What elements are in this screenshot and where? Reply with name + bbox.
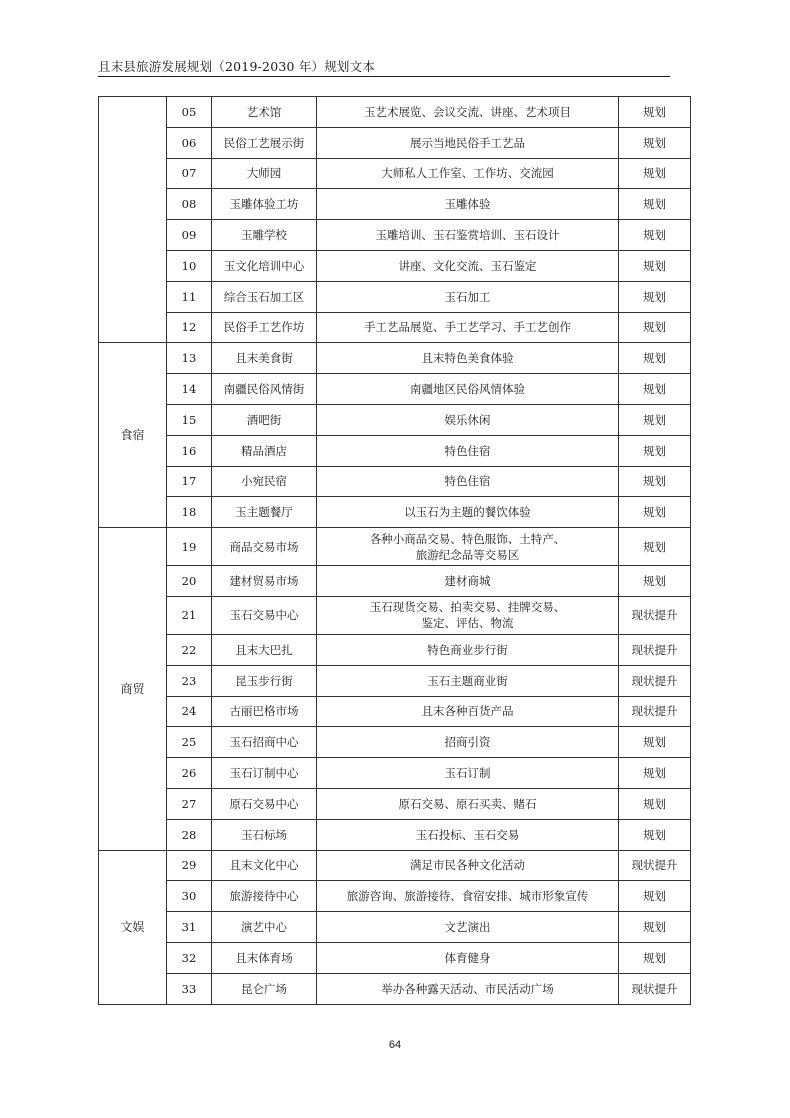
status-cell: 规划: [619, 435, 691, 466]
table-row: [99, 189, 691, 220]
item-number-cell: 22: [167, 634, 212, 665]
description-line: 大师私人工作室、工作坊、交流园: [381, 166, 554, 181]
item-number-cell: 29: [167, 850, 212, 881]
project-name-cell: 精品酒店: [212, 435, 317, 466]
status-cell: 现状提升: [619, 665, 691, 696]
project-name-cell: 商品交易市场: [212, 528, 317, 566]
description-line: 特色住宿: [444, 474, 491, 489]
status-cell: 规划: [619, 466, 691, 497]
status-cell: 规划: [619, 566, 691, 597]
item-number-cell: 19: [167, 528, 212, 566]
status-cell: 规划: [619, 158, 691, 189]
item-number-cell: 06: [167, 127, 212, 158]
table-row: [99, 634, 691, 665]
project-name-cell: 小宛民宿: [212, 466, 317, 497]
description-cell: [317, 819, 619, 850]
description-cell: [317, 788, 619, 819]
description-line: 鉴定、评估、物流: [421, 616, 514, 631]
description-cell: [317, 596, 619, 634]
category-cell: 食宿: [99, 343, 167, 528]
description-cell: [317, 850, 619, 881]
table-row: [99, 127, 691, 158]
project-name-cell: 玉主题餐厅: [212, 497, 317, 528]
table-row: [99, 220, 691, 251]
description-cell: [317, 942, 619, 973]
table-row: [99, 696, 691, 727]
table-row: [99, 435, 691, 466]
status-cell: 现状提升: [619, 696, 691, 727]
description-line: 玉石订制: [444, 766, 491, 781]
table-row: [99, 881, 691, 912]
project-name-cell: 建材贸易市场: [212, 566, 317, 597]
status-cell: 规划: [619, 758, 691, 789]
description-line: 旅游纪念品等交易区: [415, 547, 520, 562]
project-name-cell: 原石交易中心: [212, 788, 317, 819]
description-line: 玉石现货交易、拍卖交易、挂牌交易、: [369, 600, 566, 615]
description-line: 特色住宿: [444, 443, 491, 458]
item-number-cell: 24: [167, 696, 212, 727]
status-cell: 规划: [619, 788, 691, 819]
table-row: [99, 912, 691, 943]
description-cell: [317, 566, 619, 597]
project-name-cell: 玉雕体验工坊: [212, 189, 317, 220]
item-number-cell: 15: [167, 404, 212, 435]
status-cell: 规划: [619, 281, 691, 312]
item-number-cell: 14: [167, 374, 212, 405]
description-line: 玉石加工: [444, 289, 491, 304]
description-line: 各种小商品交易、特色服饰、土特产、: [369, 531, 566, 546]
table-row: [99, 497, 691, 528]
table-row: [99, 788, 691, 819]
status-cell: 规划: [619, 404, 691, 435]
project-name-cell: 民俗工艺展示街: [212, 127, 317, 158]
table-row: [99, 942, 691, 973]
description-line: 玉石主题商业街: [427, 673, 508, 688]
project-name-cell: 古丽巴格市场: [212, 696, 317, 727]
status-cell: 规划: [619, 312, 691, 343]
description-cell: [317, 312, 619, 343]
item-number-cell: 17: [167, 466, 212, 497]
table-row: [99, 404, 691, 435]
table-row: [99, 819, 691, 850]
item-number-cell: 23: [167, 665, 212, 696]
project-name-cell: 玉雕学校: [212, 220, 317, 251]
description-cell: [317, 497, 619, 528]
item-number-cell: 13: [167, 343, 212, 374]
description-line: 玉石投标、玉石交易: [415, 827, 520, 842]
description-line: 招商引资: [444, 735, 491, 750]
item-number-cell: 08: [167, 189, 212, 220]
description-cell: [317, 528, 619, 566]
header-divider: [98, 76, 670, 77]
description-line: 满足市民各种文化活动: [410, 858, 525, 873]
description-cell: [317, 758, 619, 789]
table-row: [99, 758, 691, 789]
project-name-cell: 玉文化培训中心: [212, 250, 317, 281]
project-name-cell: 综合玉石加工区: [212, 281, 317, 312]
project-name-cell: 南疆民俗风情街: [212, 374, 317, 405]
project-name-cell: 且末体育场: [212, 942, 317, 973]
description-line: 文艺演出: [444, 920, 491, 935]
description-line: 且末特色美食体验: [421, 351, 514, 366]
description-cell: [317, 189, 619, 220]
project-name-cell: 昆仑广场: [212, 973, 317, 1004]
description-cell: [317, 220, 619, 251]
table-row: [99, 466, 691, 497]
table-row: [99, 312, 691, 343]
status-cell: 规划: [619, 497, 691, 528]
description-cell: [317, 696, 619, 727]
table-row: [99, 158, 691, 189]
status-cell: 规划: [619, 528, 691, 566]
item-number-cell: 32: [167, 942, 212, 973]
table-row: [99, 97, 691, 128]
status-cell: 规划: [619, 374, 691, 405]
description-line: 体育健身: [444, 950, 491, 965]
table-row: [99, 973, 691, 1004]
description-cell: [317, 435, 619, 466]
category-cell: 文娱: [99, 850, 167, 1004]
description-cell: [317, 281, 619, 312]
status-cell: 规划: [619, 881, 691, 912]
project-name-cell: 大师园: [212, 158, 317, 189]
status-cell: 规划: [619, 912, 691, 943]
table-row: [99, 850, 691, 881]
status-cell: 规划: [619, 727, 691, 758]
project-name-cell: 且末美食街: [212, 343, 317, 374]
status-cell: 规划: [619, 819, 691, 850]
item-number-cell: 20: [167, 566, 212, 597]
description-cell: [317, 973, 619, 1004]
item-number-cell: 09: [167, 220, 212, 251]
table-row: [99, 281, 691, 312]
description-line: 旅游咨询、旅游接待、食宿安排、城市形象宣传: [346, 889, 589, 904]
project-name-cell: 且末大巴扎: [212, 634, 317, 665]
project-name-cell: 酒吧街: [212, 404, 317, 435]
table-row: [99, 596, 691, 634]
description-cell: [317, 374, 619, 405]
description-cell: [317, 250, 619, 281]
category-cell: 商贸: [99, 528, 167, 850]
project-name-cell: 艺术馆: [212, 97, 317, 128]
description-cell: [317, 881, 619, 912]
description-line: 南疆地区民俗风情体验: [410, 382, 525, 397]
item-number-cell: 07: [167, 158, 212, 189]
project-name-cell: 玉石订制中心: [212, 758, 317, 789]
project-name-cell: 演艺中心: [212, 912, 317, 943]
status-cell: 现状提升: [619, 850, 691, 881]
project-name-cell: 玉石交易中心: [212, 596, 317, 634]
description-line: 举办各种露天活动、市民活动广场: [381, 981, 554, 996]
status-cell: 规划: [619, 343, 691, 374]
table-row: [99, 528, 691, 566]
description-line: 玉雕培训、玉石鉴赏培训、玉石设计: [375, 228, 560, 243]
description-line: 展示当地民俗手工艺品: [410, 135, 525, 150]
project-name-cell: 且末文化中心: [212, 850, 317, 881]
status-cell: 规划: [619, 250, 691, 281]
status-cell: 规划: [619, 127, 691, 158]
description-cell: [317, 634, 619, 665]
project-name-cell: 昆玉步行街: [212, 665, 317, 696]
description-line: 娱乐休闲: [444, 412, 491, 427]
page-number: 64: [388, 1039, 402, 1051]
description-line: 原石交易、原石买卖、赌石: [398, 796, 537, 811]
item-number-cell: 16: [167, 435, 212, 466]
project-table: [98, 96, 691, 1005]
item-number-cell: 26: [167, 758, 212, 789]
item-number-cell: 28: [167, 819, 212, 850]
description-cell: [317, 158, 619, 189]
item-number-cell: 27: [167, 788, 212, 819]
category-cell: [99, 97, 167, 343]
item-number-cell: 18: [167, 497, 212, 528]
description-cell: [317, 912, 619, 943]
description-line: 讲座、文化交流、玉石鉴定: [398, 258, 537, 273]
status-cell: 现状提升: [619, 596, 691, 634]
description-line: 建材商城: [444, 574, 491, 589]
status-cell: 现状提升: [619, 973, 691, 1004]
item-number-cell: 31: [167, 912, 212, 943]
description-line: 玉雕体验: [444, 197, 491, 212]
item-number-cell: 33: [167, 973, 212, 1004]
item-number-cell: 12: [167, 312, 212, 343]
table-row: [99, 250, 691, 281]
item-number-cell: 30: [167, 881, 212, 912]
item-number-cell: 21: [167, 596, 212, 634]
project-name-cell: 民俗手工艺作坊: [212, 312, 317, 343]
item-number-cell: 11: [167, 281, 212, 312]
project-table-body: [99, 97, 691, 1005]
table-row: [99, 727, 691, 758]
table-row: [99, 343, 691, 374]
description-cell: [317, 127, 619, 158]
description-line: 手工艺品展览、手工艺学习、手工艺创作: [364, 320, 571, 335]
item-number-cell: 10: [167, 250, 212, 281]
project-name-cell: 玉石标场: [212, 819, 317, 850]
status-cell: 规划: [619, 189, 691, 220]
status-cell: 规划: [619, 97, 691, 128]
description-cell: [317, 665, 619, 696]
description-cell: [317, 466, 619, 497]
description-line: 玉艺术展览、会议交流、讲座、艺术项目: [364, 104, 571, 119]
description-line: 以玉石为主题的餐饮体验: [404, 505, 531, 520]
description-line: 且末各种百货产品: [421, 704, 514, 719]
item-number-cell: 05: [167, 97, 212, 128]
status-cell: 现状提升: [619, 634, 691, 665]
project-name-cell: 旅游接待中心: [212, 881, 317, 912]
status-cell: 规划: [619, 220, 691, 251]
table-row: [99, 566, 691, 597]
description-cell: [317, 727, 619, 758]
item-number-cell: 25: [167, 727, 212, 758]
description-cell: [317, 97, 619, 128]
description-cell: [317, 343, 619, 374]
project-name-cell: 玉石招商中心: [212, 727, 317, 758]
status-cell: 规划: [619, 942, 691, 973]
page-header-title: 且末县旅游发展规划（2019-2030 年）规划文本: [98, 59, 376, 74]
table-row: [99, 374, 691, 405]
description-cell: [317, 404, 619, 435]
description-line: 特色商业步行街: [427, 642, 508, 657]
table-row: [99, 665, 691, 696]
